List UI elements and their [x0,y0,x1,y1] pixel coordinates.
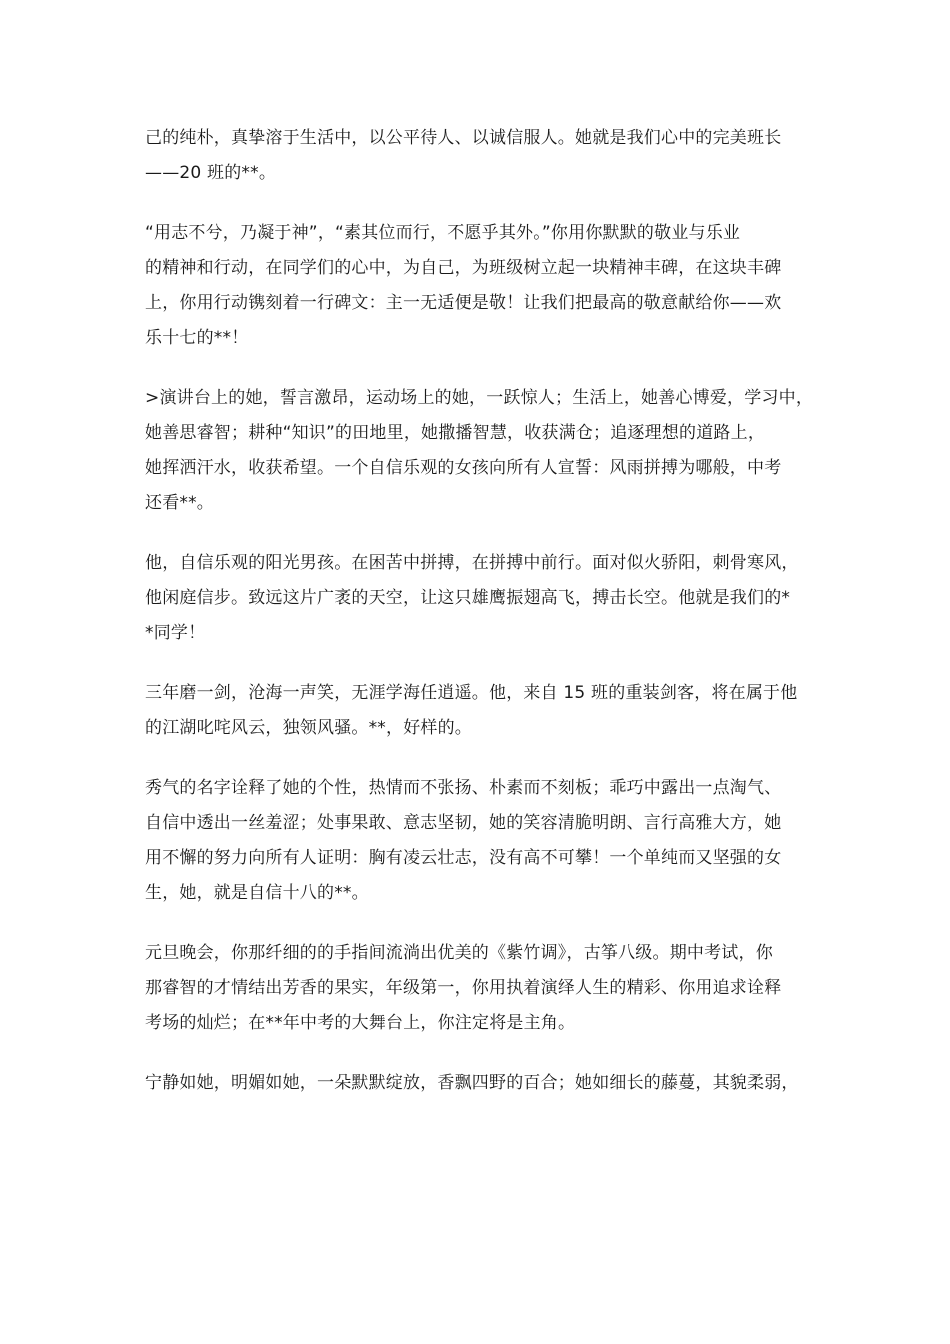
text-line: 她挥洒汗水，收获希望。一个自信乐观的女孩向所有人宣誓：风雨拼搏为哪般，中考 [145,458,782,478]
text-line: 他，自信乐观的阳光男孩。在困苦中拼搏，在拼搏中前行。面对似火骄阳，刺骨寒风， [145,553,799,573]
text-line: 她善思睿智；耕种“知识”的田地里，她撒播智慧，收获满仓；追逐理想的道路上， [145,423,766,443]
text-line: >演讲台上的她，誓言激昂，运动场上的她，一跃惊人；生活上，她善心博爱，学习中， [145,388,814,408]
paragraph [145,381,820,521]
text-line: 秀气的名字诠释了她的个性，热情而不张扬、朴素而不刻板；乖巧中露出一点淘气、 [145,778,782,798]
text-line: 自信中透出一丝羞涩；处事果敢、意志坚韧，她的笑容清脆明朗、言行高雅大方，她 [145,813,782,833]
text-line: 元旦晚会，你那纤细的的手指间流淌出优美的《紫竹调》，古筝八级。期中考试，你 [145,943,773,963]
text-line: 己的纯朴，真挚溶于生活中，以公平待人、以诚信服人。她就是我们心中的完美班长 [145,128,782,148]
paragraph [145,1066,820,1101]
text-line: ——20 班的**。 [145,163,277,183]
paragraph [145,676,820,746]
text-line: 乐十七的**！ [145,328,249,348]
paragraph [145,121,820,191]
text-line: 的精神和行动，在同学们的心中，为自己，为班级树立起一块精神丰碑，在这块丰碑 [145,258,782,278]
document-body [145,121,820,1126]
paragraph [145,216,820,356]
text-line: 他闲庭信步。致远这片广袤的天空，让这只雄鹰振翅高飞，搏击长空。他就是我们的* [145,588,791,608]
text-line: 宁静如她，明媚如她，一朵默默绽放，香飘四野的百合；她如细长的藤蔓，其貌柔弱， [145,1073,799,1093]
text-line: “用志不兮，乃凝于神”，“素其位而行，不愿乎其外。”你用你默默的敬业与乐业 [145,223,741,243]
paragraph [145,936,820,1041]
text-line: 那睿智的才情结出芳香的果实，年级第一，你用执着演绎人生的精彩、你用追求诠释 [145,978,782,998]
text-line: 上，你用行动镌刻着一行碑文：主一无适便是敬！让我们把最高的敬意献给你——欢 [145,293,782,313]
text-line: 三年磨一剑，沧海一声笑，无涯学海任逍遥。他，来自 15 班的重装剑客，将在属于他 [145,683,798,703]
paragraph [145,771,820,911]
text-line: 生，她，就是自信十八的**。 [145,883,369,903]
text-line: *同学！ [145,623,206,643]
text-line: 还看**。 [145,493,214,513]
text-line: 用不懈的努力向所有人证明：胸有凌云壮志，没有高不可攀！一个单纯而又坚强的女 [145,848,782,868]
paragraph [145,546,820,651]
text-line: 考场的灿烂；在**年中考的大舞台上，你注定将是主角。 [145,1013,576,1033]
text-line: 的江湖叱咤风云，独领风骚。**，好样的。 [145,718,472,738]
